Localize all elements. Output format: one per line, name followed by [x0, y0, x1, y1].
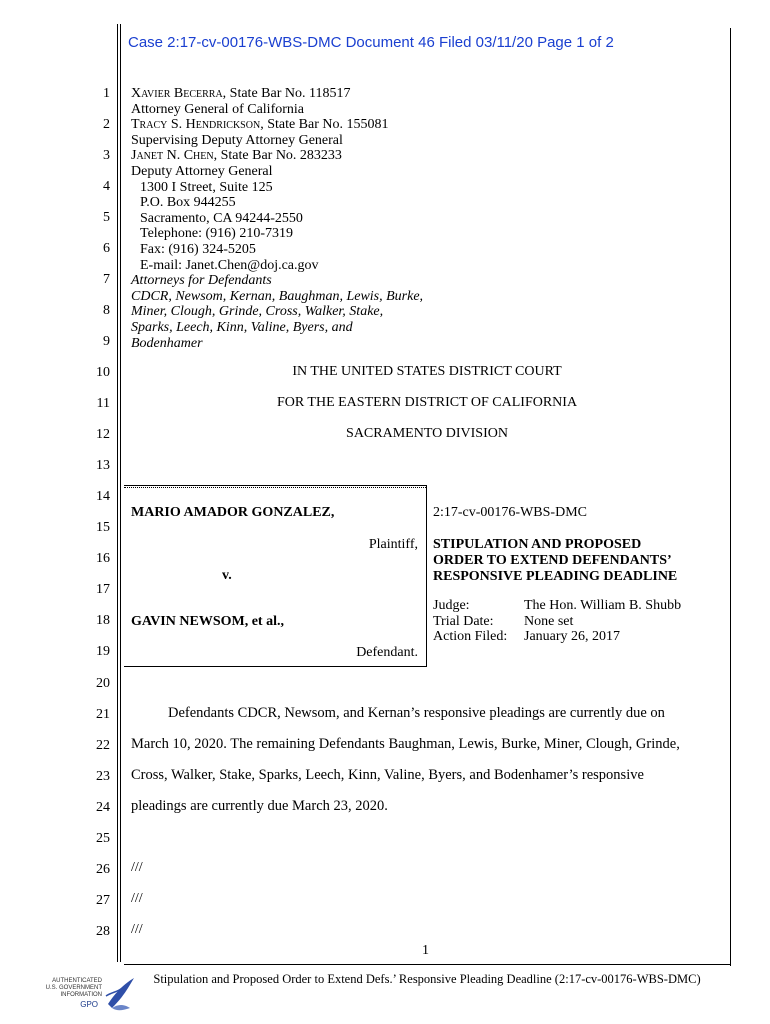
counsel-block [131, 86, 423, 351]
right-margin-rule [730, 28, 731, 966]
caption-divider [426, 485, 427, 667]
line-number: 12 [96, 427, 110, 442]
counsel-address-line: Telephone: (916) 210-7319 [140, 226, 293, 242]
counsel-attorney-name: Xavier Becerra [131, 86, 223, 101]
body-line: March 10, 2020. The remaining Defendants Baughman, Lewis, Burke, Miner, Clough, Grinde, [131, 736, 680, 752]
line-number: 13 [96, 458, 110, 473]
counsel-parties: Miner, Clough, Grinde, Cross, Walker, Stake, [131, 304, 384, 320]
gpo-authentication-seal [40, 978, 130, 1018]
line-number: 15 [96, 520, 110, 535]
line-number: 21 [96, 707, 110, 722]
court-district: FOR THE EASTERN DISTRICT OF CALIFORNIA [276, 395, 578, 410]
line-number: 2 [103, 117, 110, 132]
caption-bottom-rule [124, 666, 426, 667]
line-number: 5 [103, 210, 110, 225]
gpo-seal-line: U.S. GOVERNMENT [45, 985, 102, 991]
counsel-address-line: P.O. Box 944255 [140, 195, 236, 211]
counsel-address-line: Fax: (916) 324-5205 [140, 241, 256, 257]
counsel-bar-number: , State Bar No. 118517 [222, 86, 351, 101]
line-number: 9 [103, 334, 110, 349]
line-number: 17 [96, 582, 110, 597]
counsel-bar-number: , State Bar No. 283233 [213, 148, 342, 164]
body-line: Cross, Walker, Stake, Sparks, Leech, Kinn, Valine, Byers, and Bodenhamer’s responsive [131, 767, 644, 783]
line-number: 18 [96, 613, 110, 628]
court-name: IN THE UNITED STATES DISTRICT COURT [292, 364, 562, 379]
judge-value: The Hon. William B. Shubb [524, 598, 682, 613]
plaintiff-role: Plaintiff, [368, 537, 418, 552]
line-number: 26 [96, 862, 110, 877]
counsel-line [131, 117, 423, 133]
page-number: 1 [422, 943, 429, 958]
judge-label: Judge: [433, 598, 470, 613]
counsel-parties: Sparks, Leech, Kinn, Valine, Byers, and [131, 319, 353, 335]
footer-text: Stipulation and Proposed Order to Extend Defs.’ Responsive Pleading Deadline (2:17-cv-00176-WBS-DMC) [153, 972, 701, 986]
defendant-name: GAVIN NEWSOM, et al., [131, 614, 284, 629]
counsel-attorneys-for: Attorneys for Defendants [131, 273, 272, 289]
line-number: 1 [103, 86, 110, 101]
plaintiff-name: MARIO AMADOR GONZALEZ, [131, 505, 335, 520]
body-line: Defendants CDCR, Newsom, and Kernan’s responsive pleadings are currently due on [168, 705, 665, 721]
counsel-parties: CDCR, Newsom, Kernan, Baughman, Lewis, Burke, [131, 288, 424, 304]
gpo-seal-line: GPO [80, 1000, 98, 1009]
counsel-line [131, 148, 423, 164]
line-number: 20 [96, 676, 110, 691]
left-margin-rule-outer [117, 24, 118, 962]
trial-date-value: None set [524, 613, 574, 629]
line-number: 16 [96, 551, 110, 566]
line-number: 8 [103, 303, 110, 318]
document-title-line: RESPONSIVE PLEADING DEADLINE [433, 568, 678, 584]
caption-versus: v. [222, 568, 232, 583]
continuation-marks: /// [131, 891, 143, 906]
body-line: pleadings are currently due March 23, 2020. [131, 798, 388, 814]
line-number: 10 [96, 365, 110, 380]
action-filed-label: Action Filed: [433, 629, 508, 645]
line-number: 6 [103, 241, 110, 256]
line-number: 24 [96, 800, 110, 815]
counsel-address-line: 1300 I Street, Suite 125 [140, 179, 273, 195]
counsel-line: Supervising Deputy Attorney General [131, 132, 343, 148]
line-number: 7 [103, 272, 110, 287]
counsel-line: Attorney General of California [131, 101, 304, 117]
counsel-address-line: Sacramento, CA 94244-2550 [140, 210, 303, 226]
counsel-attorney-name: Janet N. Chen [131, 148, 214, 164]
line-number: 27 [96, 893, 110, 908]
counsel-line [131, 86, 423, 102]
action-filed-value: January 26, 2017 [524, 629, 621, 645]
gpo-seal-line: AUTHENTICATED [52, 978, 102, 984]
footer-rule [124, 964, 730, 965]
document-title-line: ORDER TO EXTEND DEFENDANTS’ [433, 552, 672, 568]
caption-top-rule [124, 485, 426, 488]
line-number: 14 [96, 489, 110, 504]
line-number: 23 [96, 769, 110, 784]
continuation-marks: /// [131, 860, 143, 875]
document-title [433, 537, 677, 584]
line-number: 3 [103, 148, 110, 163]
gpo-eagle-icon [102, 974, 138, 1014]
line-number: 22 [96, 738, 110, 753]
line-number: 4 [103, 179, 110, 194]
trial-date-label: Trial Date: [433, 613, 494, 629]
document-title-line: STIPULATION AND PROPOSED [433, 537, 642, 552]
counsel-bar-number: , State Bar No. 155081 [260, 117, 389, 133]
counsel-attorney-name: Tracy S. Hendrickson [131, 117, 261, 133]
line-number: 11 [96, 396, 110, 411]
left-margin-rule-inner [120, 24, 121, 962]
line-number: 28 [96, 924, 110, 939]
continuation-marks: /// [131, 922, 143, 937]
case-number: 2:17-cv-00176-WBS-DMC [433, 505, 587, 520]
counsel-address-line: E-mail: Janet.Chen@doj.ca.gov [140, 257, 319, 273]
counsel-line: Deputy Attorney General [131, 163, 273, 179]
case-header-stamp: Case 2:17-cv-00176-WBS-DMC Document 46 Filed 03/11/20 Page 1 of 2 [128, 34, 614, 51]
counsel-parties: Bodenhamer [131, 335, 203, 351]
court-division: SACRAMENTO DIVISION [346, 426, 508, 441]
line-number: 19 [96, 644, 110, 659]
gpo-seal-line: INFORMATION [60, 992, 102, 998]
defendant-role: Defendant. [356, 645, 418, 660]
line-number: 25 [96, 831, 110, 846]
